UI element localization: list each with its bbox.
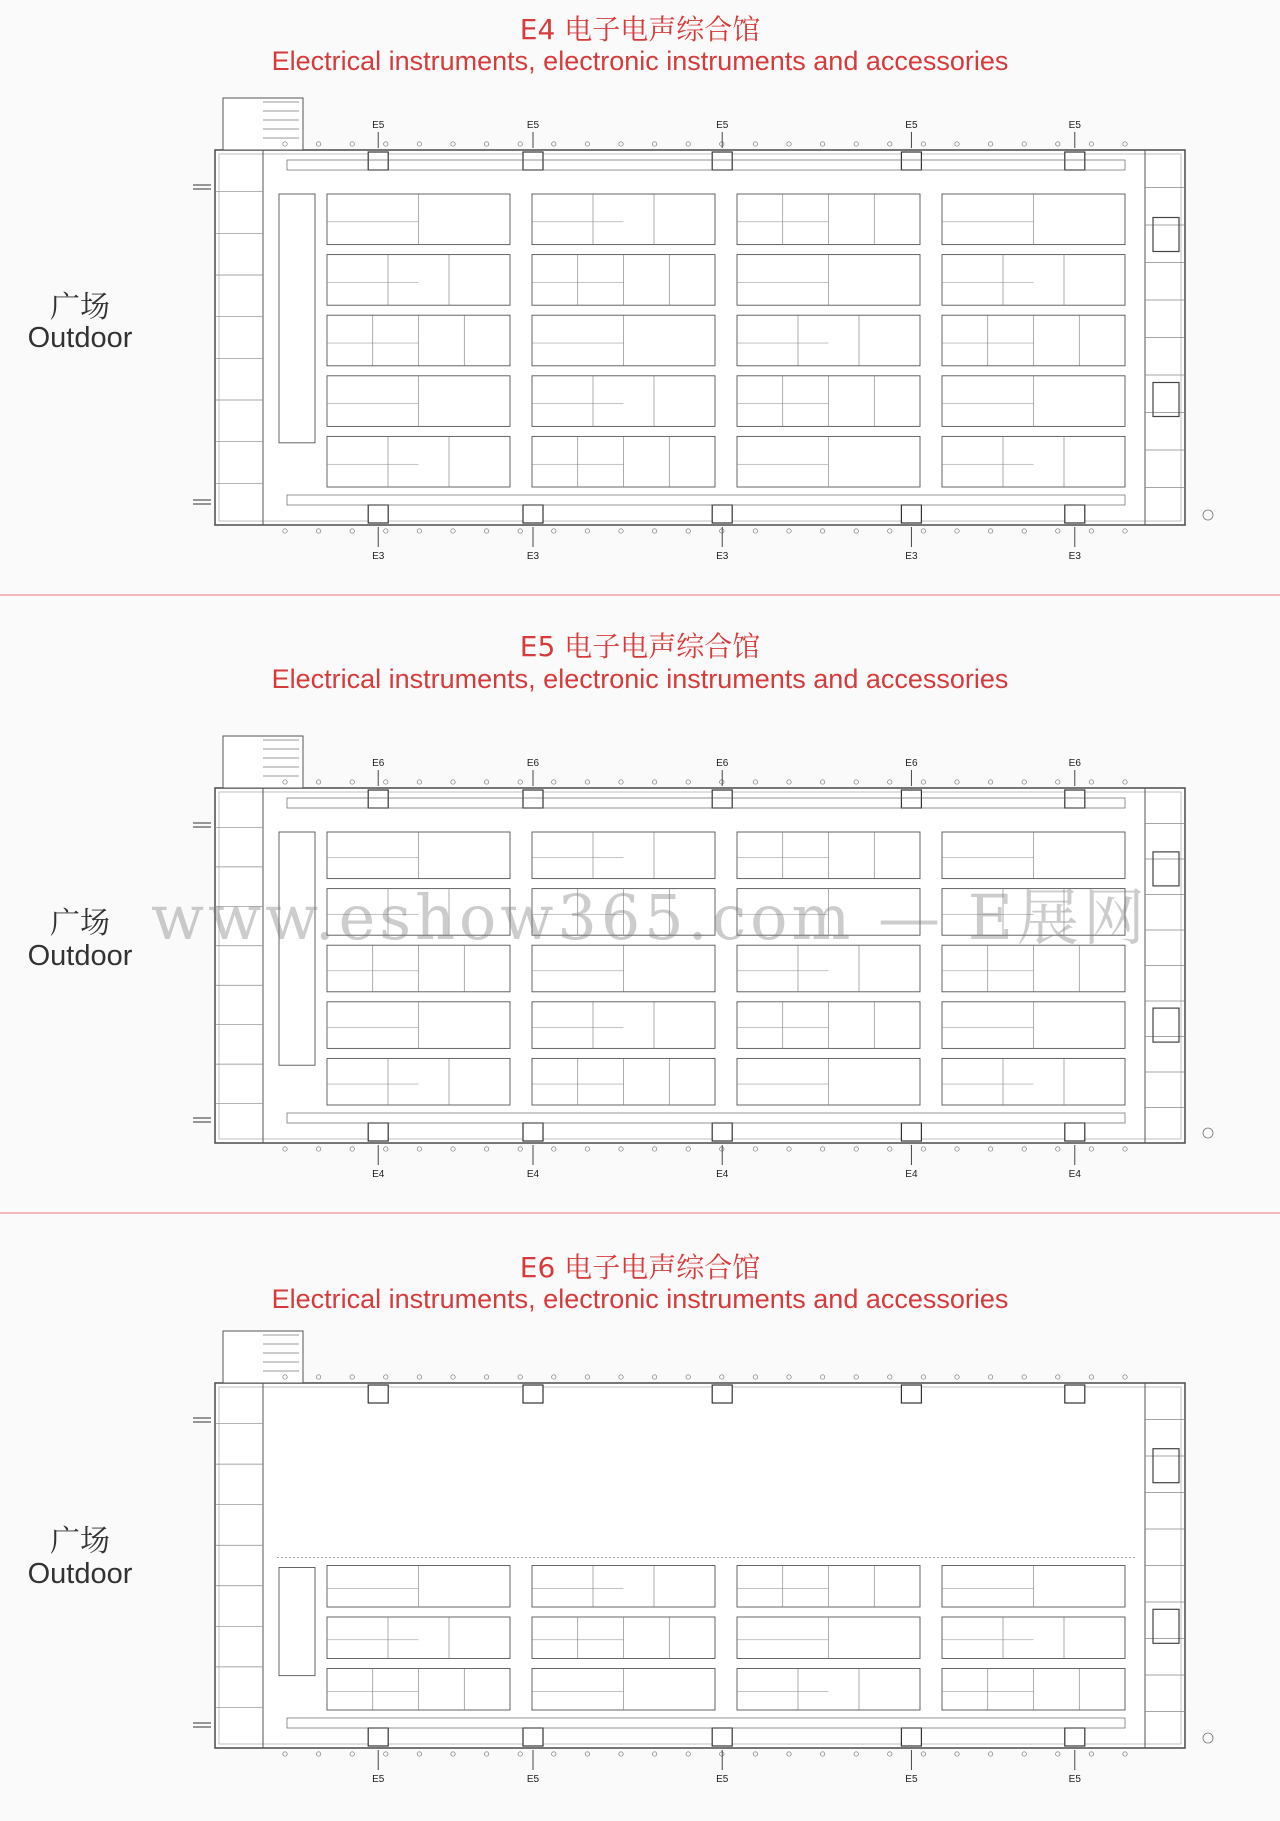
column-marker (854, 1752, 858, 1756)
gate-label: E3 (905, 551, 918, 562)
column-marker (854, 142, 858, 146)
column-marker (484, 1375, 488, 1379)
column-marker (753, 529, 757, 533)
gate-label: E3 (716, 551, 729, 562)
service-block (223, 1331, 303, 1383)
hall-subtitle: Electrical instruments, electronic instruments and accessories (271, 1284, 1009, 1314)
floor-plan-e5 (190, 733, 1230, 1203)
column-marker (451, 529, 455, 533)
column-marker (585, 1375, 589, 1379)
column-marker (518, 1375, 522, 1379)
gate-label: E5 (716, 120, 729, 131)
column-marker (888, 1375, 892, 1379)
column-marker (1056, 1752, 1060, 1756)
column-marker (921, 780, 925, 784)
column-marker (484, 1147, 488, 1151)
column-marker (1022, 529, 1026, 533)
hall-subtitle: Electrical instruments, electronic instruments and accessories (271, 664, 1009, 694)
column-marker (619, 529, 623, 533)
gate-label: E6 (372, 758, 385, 769)
column-marker (686, 780, 690, 784)
gate-label: E3 (526, 551, 540, 562)
gate-label: E4 (372, 1169, 385, 1180)
gate-label: E5 (1068, 120, 1081, 131)
entrance-vestibule (368, 1728, 388, 1746)
column-marker (283, 1752, 287, 1756)
column-marker (619, 1147, 623, 1151)
entrance-vestibule (368, 152, 388, 170)
column-marker (1056, 529, 1060, 533)
column-marker (350, 142, 354, 146)
column-marker (585, 529, 589, 533)
column-marker (652, 1752, 656, 1756)
entrance-vestibule (523, 505, 543, 523)
column-marker (955, 1375, 959, 1379)
entrance-vestibule (712, 1728, 732, 1746)
column-marker (1123, 529, 1127, 533)
column-marker (585, 780, 589, 784)
column-marker (652, 1147, 656, 1151)
entrance-vestibule (901, 790, 921, 808)
column-marker (451, 780, 455, 784)
column-marker (585, 1752, 589, 1756)
column-marker (384, 1375, 388, 1379)
column-marker (888, 1147, 892, 1151)
entrance-vestibule (901, 1728, 921, 1746)
column-marker (820, 1375, 824, 1379)
column-marker (417, 1147, 421, 1151)
column-marker (417, 142, 421, 146)
column-marker (955, 780, 959, 784)
column-marker (552, 1147, 556, 1151)
entrance-vestibule (368, 790, 388, 808)
gate-label: E3 (1068, 551, 1081, 562)
column-marker (283, 1147, 287, 1151)
column-marker (652, 142, 656, 146)
service-block (223, 98, 303, 150)
column-marker (988, 1147, 992, 1151)
compass-marker (1203, 1128, 1213, 1138)
column-marker (619, 1375, 623, 1379)
column-marker (585, 142, 589, 146)
gate-label: E4 (716, 1169, 729, 1180)
column-marker (316, 1375, 320, 1379)
gate-label: E5 (905, 1774, 918, 1785)
entrance-vestibule (712, 505, 732, 523)
column-marker (585, 1147, 589, 1151)
entrance-vestibule (368, 1385, 388, 1403)
column-marker (787, 1147, 791, 1151)
entrance-vestibule (901, 1123, 921, 1141)
entrance-vestibule (1065, 505, 1085, 523)
column-marker (820, 1147, 824, 1151)
outdoor-label-cn: 广场 (50, 907, 110, 940)
column-marker (1056, 1147, 1060, 1151)
column-marker (1123, 780, 1127, 784)
entrance-vestibule (523, 1385, 543, 1403)
column-marker (384, 1752, 388, 1756)
compass-marker (1203, 510, 1213, 520)
gate-label: E5 (1068, 1774, 1081, 1785)
gate-label: E6 (526, 758, 540, 769)
column-marker (1123, 142, 1127, 146)
column-marker (888, 142, 892, 146)
column-marker (350, 529, 354, 533)
column-marker (1022, 1375, 1026, 1379)
hall-title: E4 电子电声综合馆 (519, 13, 761, 46)
column-marker (384, 780, 388, 784)
entrance-vestibule (901, 152, 921, 170)
entrance-vestibule (901, 1385, 921, 1403)
gate-label: E5 (526, 1774, 540, 1785)
column-marker (988, 1752, 992, 1756)
column-marker (451, 1375, 455, 1379)
column-marker (652, 529, 656, 533)
column-marker (552, 780, 556, 784)
column-marker (316, 529, 320, 533)
gate-label: E4 (1068, 1169, 1081, 1180)
column-marker (518, 780, 522, 784)
column-marker (1089, 1147, 1093, 1151)
column-marker (686, 1375, 690, 1379)
column-marker (451, 1752, 455, 1756)
column-marker (619, 780, 623, 784)
hall-panel-e6 (0, 1228, 1280, 1821)
hall-title: E6 电子电声综合馆 (519, 1251, 761, 1284)
entrance-vestibule (523, 152, 543, 170)
column-marker (417, 1752, 421, 1756)
column-marker (820, 529, 824, 533)
column-marker (787, 529, 791, 533)
column-marker (988, 1375, 992, 1379)
gate-label: E6 (716, 758, 729, 769)
column-marker (484, 142, 488, 146)
column-marker (316, 1752, 320, 1756)
column-marker (1022, 1147, 1026, 1151)
column-marker (384, 142, 388, 146)
column-marker (552, 1375, 556, 1379)
panel-separator (0, 1212, 1280, 1214)
column-marker (988, 780, 992, 784)
entrance-vestibule (901, 505, 921, 523)
column-marker (652, 1375, 656, 1379)
column-marker (552, 142, 556, 146)
column-marker (619, 142, 623, 146)
column-marker (888, 529, 892, 533)
gate-label: E5 (716, 1774, 729, 1785)
column-marker (350, 1147, 354, 1151)
panel-separator (0, 594, 1280, 596)
column-marker (552, 1752, 556, 1756)
column-marker (518, 142, 522, 146)
entrance-vestibule (712, 152, 732, 170)
column-marker (955, 529, 959, 533)
outdoor-label-en: Outdoor (27, 1558, 133, 1590)
column-marker (888, 780, 892, 784)
column-marker (787, 142, 791, 146)
column-marker (686, 142, 690, 146)
entrance-vestibule (523, 790, 543, 808)
hall-subtitle: Electrical instruments, electronic instruments and accessories (271, 46, 1009, 76)
column-marker (1022, 780, 1026, 784)
column-marker (753, 1752, 757, 1756)
column-marker (820, 1752, 824, 1756)
column-marker (753, 1147, 757, 1151)
outdoor-label-cn: 广场 (50, 1525, 110, 1558)
column-marker (316, 142, 320, 146)
gate-label: E5 (526, 120, 540, 131)
gate-label: E5 (372, 120, 385, 131)
column-marker (316, 780, 320, 784)
column-marker (451, 1147, 455, 1151)
column-marker (652, 780, 656, 784)
column-marker (417, 780, 421, 784)
entrance-vestibule (523, 1728, 543, 1746)
watermark-text: www.eshow365.com — E展网 (151, 881, 1149, 954)
hall-title: E5 电子电声综合馆 (519, 630, 761, 663)
gate-label: E5 (905, 120, 918, 131)
column-marker (384, 529, 388, 533)
column-marker (417, 529, 421, 533)
column-marker (1089, 780, 1093, 784)
compass-marker (1203, 1733, 1213, 1743)
service-block (223, 736, 303, 788)
entrance-vestibule (368, 505, 388, 523)
entrance-vestibule (1065, 1123, 1085, 1141)
column-marker (484, 529, 488, 533)
gate-label: E4 (905, 1169, 918, 1180)
column-marker (1056, 1375, 1060, 1379)
column-marker (350, 1752, 354, 1756)
column-marker (518, 529, 522, 533)
entrance-vestibule (1065, 152, 1085, 170)
floor-plan-e4 (190, 95, 1230, 585)
column-marker (1123, 1375, 1127, 1379)
gate-label: E3 (372, 551, 385, 562)
column-marker (921, 1375, 925, 1379)
hall-outline (215, 788, 1185, 1143)
entrance-vestibule (712, 1123, 732, 1141)
column-marker (854, 1147, 858, 1151)
column-marker (720, 1375, 724, 1379)
gate-label: E4 (526, 1169, 540, 1180)
column-marker (484, 780, 488, 784)
entrance-vestibule (523, 1123, 543, 1141)
column-marker (451, 142, 455, 146)
column-marker (787, 1375, 791, 1379)
column-marker (854, 1375, 858, 1379)
entrance-vestibule (712, 790, 732, 808)
column-marker (753, 1375, 757, 1379)
column-marker (350, 1375, 354, 1379)
entrance-vestibule (1065, 1385, 1085, 1403)
column-marker (552, 529, 556, 533)
gate-label: E5 (372, 1774, 385, 1785)
hall-panel-e4 (0, 0, 1280, 600)
outdoor-label-cn: 广场 (50, 291, 110, 324)
outdoor-label-en: Outdoor (27, 322, 133, 354)
column-marker (350, 780, 354, 784)
column-marker (1022, 142, 1026, 146)
column-marker (316, 1147, 320, 1151)
column-marker (787, 780, 791, 784)
column-marker (518, 1147, 522, 1151)
column-marker (955, 1752, 959, 1756)
column-marker (619, 1752, 623, 1756)
column-marker (518, 1752, 522, 1756)
column-marker (955, 1147, 959, 1151)
column-marker (1089, 529, 1093, 533)
gate-label: E6 (905, 758, 918, 769)
outdoor-label-en: Outdoor (27, 940, 133, 972)
column-marker (686, 1147, 690, 1151)
floor-plan-e6 (190, 1328, 1230, 1808)
column-marker (854, 529, 858, 533)
hall-outline (215, 150, 1185, 525)
column-marker (955, 142, 959, 146)
column-marker (854, 780, 858, 784)
column-marker (283, 529, 287, 533)
column-marker (988, 142, 992, 146)
column-marker (753, 142, 757, 146)
entrance-vestibule (1065, 790, 1085, 808)
column-marker (888, 1752, 892, 1756)
entrance-vestibule (712, 1385, 732, 1403)
column-marker (1089, 142, 1093, 146)
column-marker (820, 142, 824, 146)
entrance-vestibule (368, 1123, 388, 1141)
column-marker (921, 1147, 925, 1151)
column-marker (384, 1147, 388, 1151)
column-marker (484, 1752, 488, 1756)
column-marker (787, 1752, 791, 1756)
column-marker (1056, 780, 1060, 784)
column-marker (686, 529, 690, 533)
column-marker (820, 780, 824, 784)
column-marker (988, 529, 992, 533)
column-marker (1089, 1752, 1093, 1756)
column-marker (1056, 142, 1060, 146)
column-marker (1022, 1752, 1026, 1756)
column-marker (921, 142, 925, 146)
column-marker (417, 1375, 421, 1379)
gate-label: E6 (1068, 758, 1081, 769)
column-marker (921, 529, 925, 533)
column-marker (1089, 1375, 1093, 1379)
column-marker (921, 1752, 925, 1756)
entrance-vestibule (1065, 1728, 1085, 1746)
column-marker (753, 780, 757, 784)
column-marker (1123, 1752, 1127, 1756)
column-marker (1123, 1147, 1127, 1151)
column-marker (686, 1752, 690, 1756)
